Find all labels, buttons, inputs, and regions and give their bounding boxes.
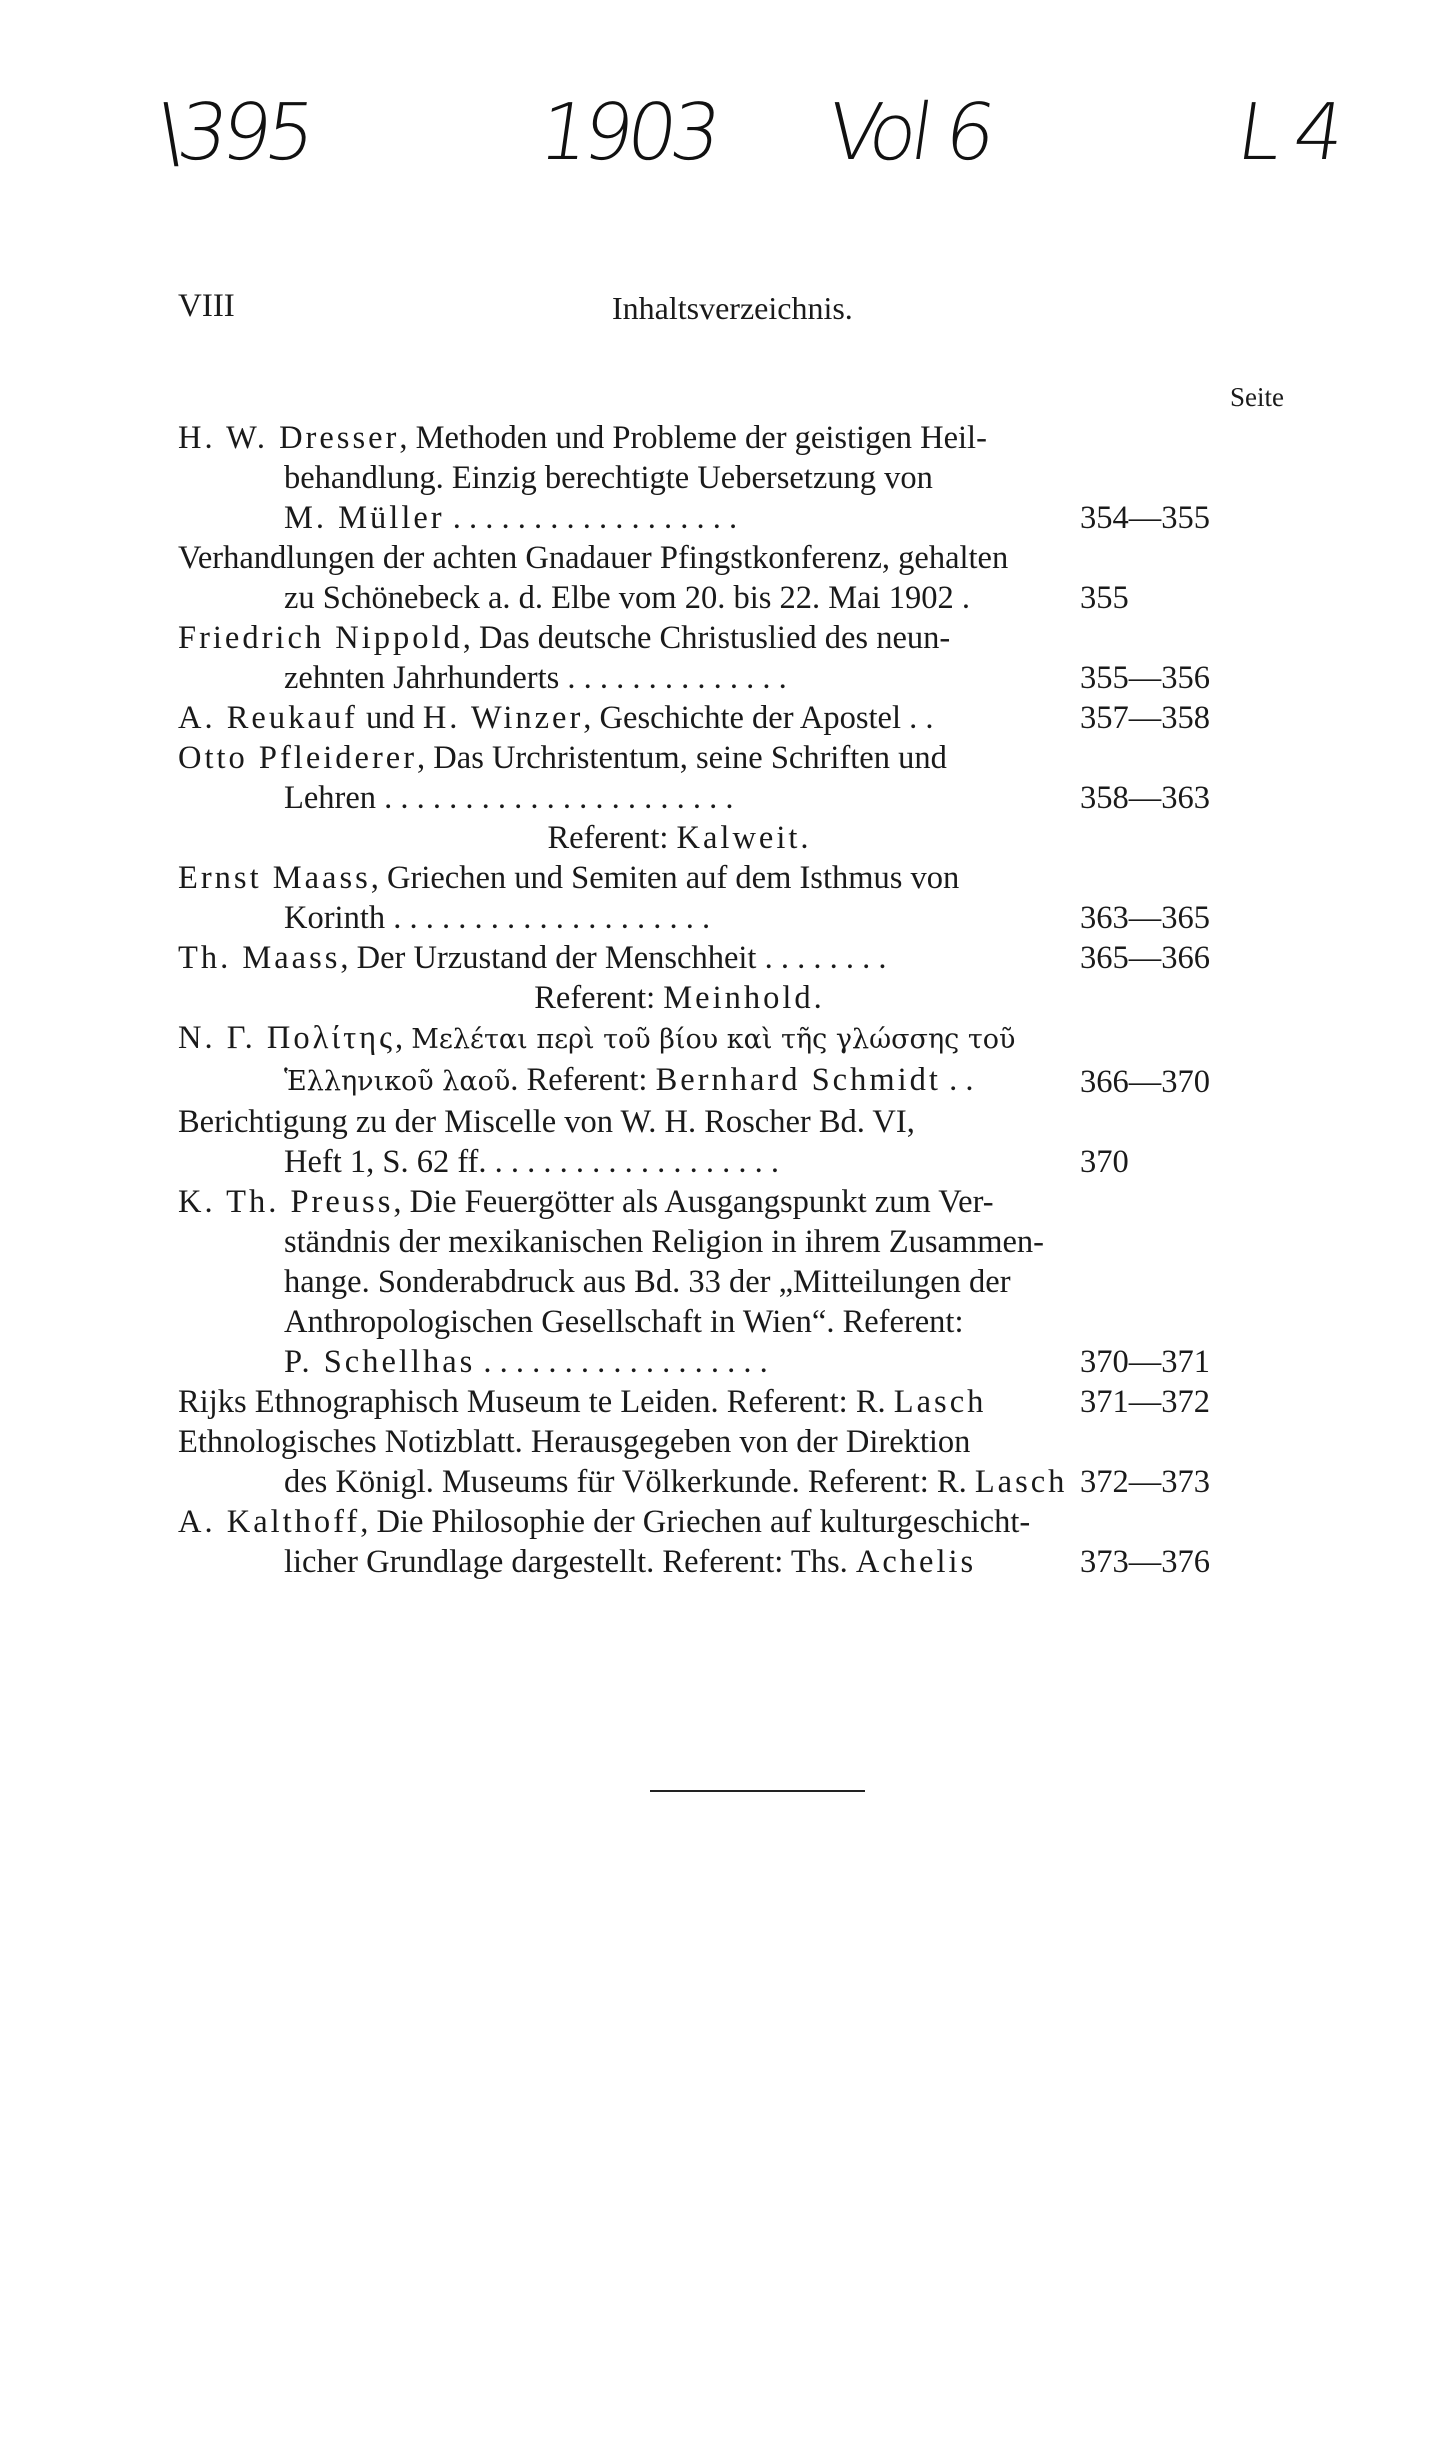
toc-entry-line: zehnten Jahrhunderts . . . . . . . . . . . . . . — [284, 660, 787, 696]
toc-entry-pages: 370—371 — [1080, 1344, 1210, 1380]
toc-entry-line: Ernst Maass, Griechen und Semiten auf dem Isthmus von — [178, 860, 960, 896]
toc-entry-line: P. Schellhas . . . . . . . . . . . . . . . . . . — [284, 1344, 768, 1380]
toc-entry-pages: 373—376 — [1080, 1544, 1210, 1580]
toc-entry-line: M. Müller . . . . . . . . . . . . . . . . . . — [284, 500, 738, 536]
toc-entry-line: licher Grundlage dargestellt. Referent: Ths. Achelis — [284, 1544, 977, 1580]
toc-entry — [178, 1422, 1338, 1502]
handwritten-note-4: L 4 — [1231, 88, 1345, 178]
toc-entry-line: Ἑλληνικοῦ λαοῦ. Referent: Bernhard Schmidt . . — [284, 1062, 974, 1098]
toc-entry-line: behandlung. Einzig berechtigte Uebersetzung von — [284, 460, 933, 496]
toc-entry-pages: 354—355 — [1080, 500, 1210, 536]
toc-entry — [178, 738, 1338, 818]
toc-entry-line: Anthropologischen Gesellschaft in Wien“. Referent: — [284, 1304, 964, 1340]
toc-entry-line: A. Reukauf und H. Winzer, Geschichte der Apostel . . — [178, 700, 934, 736]
toc-entry — [178, 538, 1338, 618]
end-rule — [650, 1790, 865, 1792]
toc-entry-pages: 366—370 — [1080, 1064, 1210, 1100]
toc-entry-line: Verhandlungen der achten Gnadauer Pfingstkonferenz, gehalten — [178, 540, 1009, 576]
toc-entry-pages: 355 — [1080, 580, 1129, 616]
page-number: VIII — [178, 288, 235, 324]
handwritten-note-2: 1903 — [533, 88, 721, 178]
toc-entry — [178, 698, 1338, 738]
toc-entry-line: Rijks Ethnographisch Museum te Leiden. Referent: R. Lasch — [178, 1384, 987, 1420]
toc-entry — [178, 1382, 1338, 1422]
toc-entry-pages: 357—358 — [1080, 700, 1210, 736]
page-title: Inhaltsverzeichnis. — [612, 290, 853, 326]
toc-entry-pages: 371—372 — [1080, 1384, 1210, 1420]
toc-entry — [178, 1018, 1338, 1102]
toc-entry-pages: 365—366 — [1080, 940, 1210, 976]
handwritten-note-3: Vol 6 — [821, 88, 996, 178]
toc-entry-line: Berichtigung zu der Miscelle von W. H. Roscher Bd. VI, — [178, 1104, 915, 1140]
toc-entry-line: Otto Pfleiderer, Das Urchristentum, seine Schriften und — [178, 740, 947, 776]
toc-entry-pages: 372—373 — [1080, 1464, 1210, 1500]
toc-entry-line: Korinth . . . . . . . . . . . . . . . . . . . . — [284, 900, 711, 936]
toc-entry-line: A. Kalthoff, Die Philosophie der Griechen auf kulturgeschicht- — [178, 1504, 1031, 1540]
page-column-heading: Seite — [1230, 382, 1284, 412]
toc-entry-pages: 363—365 — [1080, 900, 1210, 936]
toc-entry — [178, 1102, 1338, 1182]
toc-entry-line: Th. Maass, Der Urzustand der Menschheit . . . . . . . . — [178, 940, 887, 976]
toc-entry-line: N. Γ. Πολίτης, Μελέται περὶ τοῦ βίου καὶ τῆς γλώσσης τοῦ — [178, 1020, 1016, 1056]
toc-entry — [178, 418, 1338, 538]
toc-entry — [178, 618, 1338, 698]
toc-entry-line: hange. Sonderabdruck aus Bd. 33 der „Mitteilungen der — [284, 1264, 1011, 1300]
toc-entry-pages: 358—363 — [1080, 780, 1210, 816]
toc-entry-line: Heft 1, S. 62 ff. . . . . . . . . . . . . . . . . . . — [284, 1144, 780, 1180]
toc-entry — [178, 858, 1338, 938]
referent-line: Referent: Kalweit. — [547, 820, 809, 856]
toc-entry — [178, 938, 1338, 978]
toc-entry — [178, 1502, 1338, 1582]
toc-entry-pages: 370 — [1080, 1144, 1129, 1180]
toc-entry-line: Friedrich Nippold, Das deutsche Christuslied des neun- — [178, 620, 951, 656]
toc-entry-line: ständnis der mexikanischen Religion in ihrem Zusammen- — [284, 1224, 1044, 1260]
toc-entry — [178, 1182, 1338, 1382]
toc-entry-line: Lehren . . . . . . . . . . . . . . . . . . . . . . — [284, 780, 734, 816]
table-of-contents — [178, 418, 1338, 1582]
toc-entry-line: zu Schönebeck a. d. Elbe vom 20. bis 22. Mai 1902 . — [284, 580, 970, 616]
toc-entry-line: Ethnologisches Notizblatt. Herausgegeben von der Direktion — [178, 1424, 971, 1460]
toc-entry-line: des Königl. Museums für Völkerkunde. Referent: R. Lasch — [284, 1464, 1068, 1500]
toc-entry-line: K. Th. Preuss, Die Feuergötter als Ausgangspunkt zum Ver- — [178, 1184, 994, 1220]
toc-entry-line: H. W. Dresser, Methoden und Probleme der geistigen Heil- — [178, 420, 987, 456]
toc-entry-pages: 355—356 — [1080, 660, 1210, 696]
referent-line: Referent: Meinhold. — [534, 980, 822, 1016]
handwritten-note-1: \395 — [151, 88, 316, 178]
